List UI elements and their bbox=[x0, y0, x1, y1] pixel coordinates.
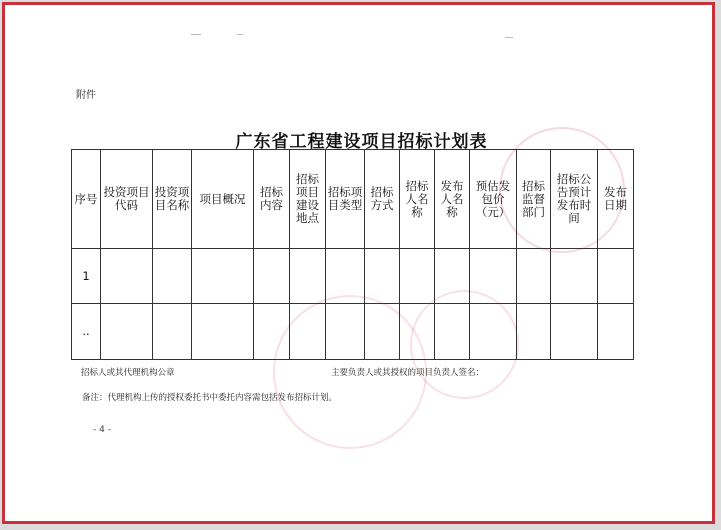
header-cell: 预估发包价（元） bbox=[470, 150, 517, 249]
header-cell: 招标项目建设地点 bbox=[290, 150, 326, 249]
page-number: - 4 - bbox=[93, 425, 111, 435]
header-cell: 发布日期 bbox=[598, 150, 634, 249]
table-cell bbox=[551, 304, 598, 360]
table-row bbox=[72, 304, 634, 360]
table-cell bbox=[470, 249, 517, 304]
table-cell bbox=[435, 249, 470, 304]
scan-speck bbox=[191, 34, 201, 35]
bidding-plan-table bbox=[71, 149, 634, 360]
signature-label: 主要负责人或其授权的项目负责人签名： bbox=[331, 368, 485, 378]
header-cell: 序号 bbox=[72, 150, 101, 249]
header-cell: 招标方式 bbox=[365, 150, 400, 249]
scan-speck bbox=[505, 37, 513, 38]
table-cell bbox=[400, 304, 435, 360]
table-row bbox=[72, 249, 634, 304]
document-page bbox=[2, 2, 715, 524]
remark: 备注：代理机构上传的授权委托书中委托内容需包括发布招标计划。 bbox=[82, 393, 338, 403]
table-cell: .. bbox=[72, 304, 101, 360]
table-header-row bbox=[72, 150, 634, 249]
header-cell: 投资项目名称 bbox=[153, 150, 192, 249]
table-cell bbox=[435, 304, 470, 360]
table-cell bbox=[551, 249, 598, 304]
table-cell bbox=[153, 249, 192, 304]
table-cell bbox=[326, 304, 365, 360]
attachment-label: 附件 bbox=[76, 90, 96, 101]
header-cell: 招标项目类型 bbox=[326, 150, 365, 249]
table-cell bbox=[326, 249, 365, 304]
table-cell bbox=[290, 304, 326, 360]
table-cell bbox=[598, 249, 634, 304]
table-cell bbox=[365, 249, 400, 304]
scan-speck bbox=[237, 34, 243, 35]
header-cell: 招标人名称 bbox=[400, 150, 435, 249]
header-cell: 发布人名称 bbox=[435, 150, 470, 249]
header-cell: 招标监督部门 bbox=[517, 150, 551, 249]
document-title: 广东省工程建设项目招标计划表 bbox=[235, 132, 488, 152]
table-cell bbox=[400, 249, 435, 304]
table-cell bbox=[517, 249, 551, 304]
table-cell bbox=[101, 304, 153, 360]
table-cell bbox=[365, 304, 400, 360]
header-cell: 招标公告预计发布时间 bbox=[551, 150, 598, 249]
table-cell bbox=[290, 249, 326, 304]
table-cell bbox=[254, 249, 290, 304]
table-cell bbox=[153, 304, 192, 360]
header-cell: 项目概况 bbox=[192, 150, 254, 249]
header-cell: 招标内容 bbox=[254, 150, 290, 249]
table-cell bbox=[517, 304, 551, 360]
table-cell: 1 bbox=[72, 249, 101, 304]
table-cell bbox=[254, 304, 290, 360]
table-cell bbox=[101, 249, 153, 304]
table-cell bbox=[192, 304, 254, 360]
seal-label: 招标人或其代理机构公章 bbox=[81, 368, 175, 378]
header-cell: 投资项目代码 bbox=[101, 150, 153, 249]
table-cell bbox=[192, 249, 254, 304]
table-cell bbox=[470, 304, 517, 360]
table-cell bbox=[598, 304, 634, 360]
